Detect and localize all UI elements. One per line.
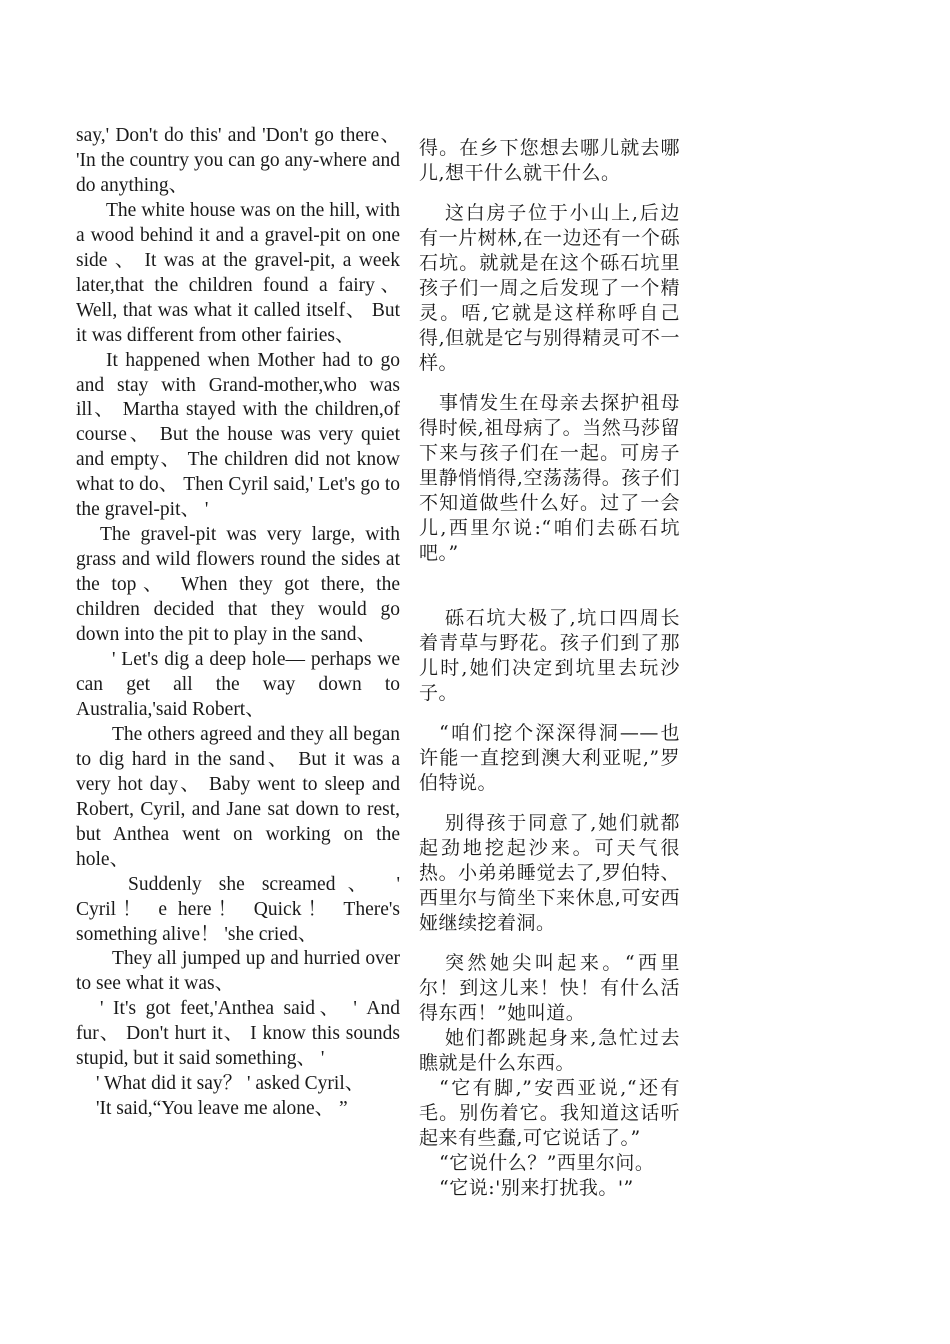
chinese-paragraph: “它有脚,”安西亚说,“还有毛。别伤着它。我知道这话听起来有些蠢,可它说话了。” [419,1077,680,1149]
chinese-paragraph: 她们都跳起身来,急忙过去瞧就是什么东西。 [419,1027,680,1074]
chinese-paragraph: 事情发生在母亲去探护祖母得时候,祖母病了。当然马莎留下来与孩子们在一起。可房子里静悄悄得,空荡荡得。孩子们不知道做些什么好。过了一会儿,西里尔说:“咱们去砾石坑吧。” [419,392,680,564]
english-paragraph: ' Let's dig a deep hole— perhaps we can get all the way down to Australia,'said Robert、 [76,649,400,720]
english-paragraph: Suddenly she screamed、 ' Cyril！ e here！ Quick！ There's something alive！ 'she cried、 [76,873,400,945]
english-paragraph: They all jumped up and hurried over to see what it was、 [76,948,400,995]
chinese-paragraph: “咱们挖个深深得洞——也许能一直挖到澳大利亚呢,”罗伯特说。 [419,722,680,794]
english-paragraph: It happened when Mother had to go and stay with Grand-mother,who was ill、 Martha stayed with the children,of course、 But the house was very quiet and empty、 The children did not know what to do、 Then Cyril said,' Let's go to the gravel-pit、 ' [76,349,400,521]
english-paragraph: ' What did it say？ ' asked Cyril、 [96,1073,365,1095]
chinese-paragraph: “它说什么？”西里尔问。 [439,1152,655,1174]
english-paragraph: The others agreed and they all began to dig hard in the sand、 But it was a very hot day、 Baby went to sleep and Robert, Cyril, and Jane sat down to rest, but Anthea went on working on the hole、 [76,723,400,870]
english-paragraph: 'It said,“You leave me alone、 ” [96,1098,348,1120]
chinese-paragraph: 突然她尖叫起来。“西里尔！到这儿来！快！有什么活得东西！”她叫道。 [419,952,680,1024]
english-paragraph: The white house was on the hill, with a wood behind it and a gravel-pit on one side 、 It was at the gravel-pit, a week later,that the children found a fairy、 Well, that was what it called itself、 But it was different from other fairies、 [76,199,400,346]
chinese-paragraph: 砾石坑大极了,坑口四周长着青草与野花。孩子们到了那儿时,她们决定到坑里去玩沙子。 [419,607,680,704]
chinese-paragraph: 这白房子位于小山上,后边有一片树林,在一边还有一个砾石坑。就就是在这个砾石坑里孩子们一周之后发现了一个精灵。唔,它就是这样称呼自己得,但就是它与别得精灵可不一样。 [419,202,680,374]
english-paragraph: The gravel-pit was very large, with grass and wild flowers round the sides at the top、 When they got there, the children decided that they would go down into the pit to play in the sand、 [76,524,400,646]
english-paragraph: ' It's got feet,'Anthea said、 ' And fur、 Don't hurt it、 I know this sounds stupid, but it said something、 ' [76,998,400,1070]
chinese-text-column [419,136,680,1201]
chinese-paragraph: “它说:'别来打扰我。'” [439,1177,634,1199]
chinese-paragraph: 得。在乡下您想去哪儿就去哪儿,想干什么就干什么。 [419,137,680,184]
chinese-paragraph: 别得孩于同意了,她们就都起劲地挖起沙来。可天气很热。小弟弟睡觉去了,罗伯特、西里尔与简坐下来休息,可安西娅继续挖着洞。 [419,812,680,934]
english-paragraph: say,' Don't do this' and 'Don't go there、 'In the country you can go any-where and do anything、 [76,125,400,196]
english-text-column [76,124,400,1122]
